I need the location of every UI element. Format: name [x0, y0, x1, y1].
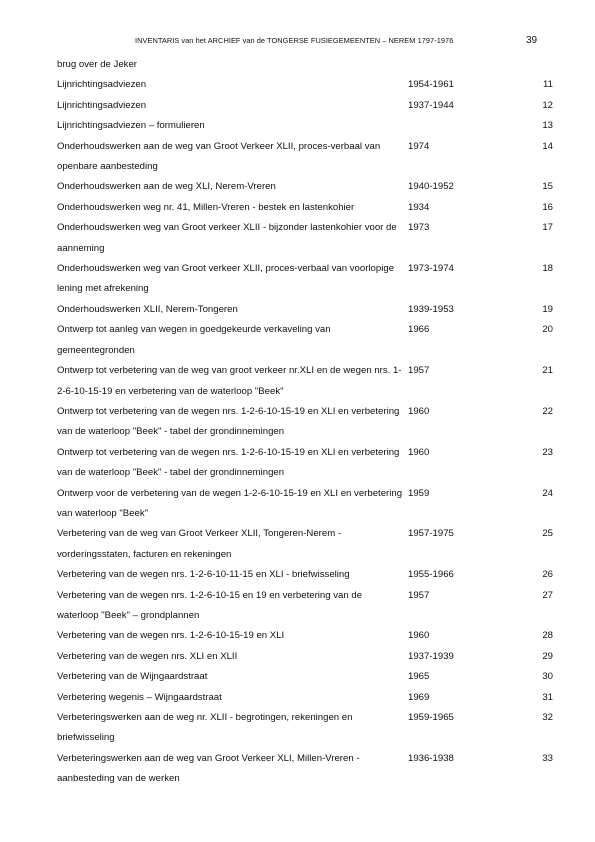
entry-date: 1957-1975: [408, 528, 454, 540]
entry-description: Onderhoudswerken weg van Groot verkeer XLII - bijzonder lastenkohier voor de aanneming: [57, 222, 397, 254]
entry-date: 1954-1961: [408, 79, 454, 91]
entry-number: 20: [542, 324, 553, 336]
entry-number: 29: [542, 650, 553, 662]
entry-number: 17: [542, 222, 553, 234]
entry-description: Onderhoudswerken aan de weg van Groot Verkeer XLII, proces-verbaal van openbare aanbesteding: [57, 140, 381, 173]
page-header: [0, 36, 595, 50]
entry-date: 1960: [408, 446, 430, 458]
entry-description: Verbetering van de wegen nrs. 1-2-6-10-11-15 en XLI - briefwisseling: [57, 569, 350, 581]
entry-date: 1937-1939: [408, 650, 454, 662]
entry-number: 25: [542, 528, 553, 540]
entry-date: 1939-1953: [408, 303, 454, 315]
inventory-entry: [57, 259, 553, 300]
inventory-entry: [57, 402, 553, 443]
entry-date: 1940-1952: [408, 181, 454, 193]
inventory-entry: [57, 647, 553, 667]
entry-description: Verbetering wegenis – Wijngaardstraat: [57, 691, 222, 703]
inventory-list: [57, 55, 553, 790]
inventory-entry: [57, 177, 553, 197]
entry-description: Lijnrichtingsadviezen: [57, 79, 147, 91]
entry-number: 18: [542, 263, 553, 275]
inventory-entry: [57, 300, 553, 320]
inventory-entry: [57, 484, 553, 525]
entry-number: 30: [542, 671, 553, 683]
inventory-entry: [57, 320, 553, 361]
entry-number: 12: [542, 99, 553, 111]
entry-description: Lijnrichtingsadviezen – formulieren: [57, 120, 205, 132]
inventory-entry: [57, 524, 553, 565]
entry-date: 1973-1974: [408, 263, 454, 275]
entry-description: Onderhoudswerken weg nr. 41, Millen-Vreren - bestek en lastenkohier: [57, 201, 355, 213]
inventory-entry: [57, 626, 553, 646]
inventory-entry: [57, 565, 553, 585]
inventory-entry: [57, 708, 553, 749]
inventory-entry: [57, 749, 553, 790]
entry-date: 1959-1965: [408, 712, 454, 723]
entry-date: 1936-1938: [408, 752, 454, 764]
entry-number: 11: [543, 79, 553, 91]
entry-number: 22: [542, 405, 553, 417]
entry-description: Verbetering van de weg van Groot Verkeer XLII, Tongeren-Nerem - vorderingsstaten, facturen en rekeningen: [57, 528, 342, 560]
entry-description: Onderhoudswerken aan de weg XLI, Nerem-Vreren: [57, 181, 276, 193]
inventory-entry: [57, 586, 553, 627]
entry-description: Verbetering van de wegen nrs. 1-2-6-10-15-19 en XLI: [57, 630, 285, 642]
inventory-entry: [57, 55, 553, 75]
entry-date: 1955-1966: [408, 569, 454, 581]
entry-number: 21: [542, 365, 553, 377]
inventory-entry: [57, 75, 553, 95]
entry-description: brug over de Jeker: [57, 59, 137, 70]
entry-date: 1957: [408, 365, 430, 377]
entry-number: 14: [542, 140, 553, 152]
entry-description: Ontwerp tot verbetering van de weg van groot verkeer nr.XLI en de wegen nrs. 1-2-6-10-15-19 en verbetering van de waterloop "Beek": [57, 365, 402, 397]
entry-number: 19: [542, 303, 553, 315]
entry-description: Verbetering van de wegen nrs. 1-2-6-10-15 en 19 en verbetering van de waterloop "Beek" – grondplannen: [57, 589, 363, 621]
inventory-entry: [57, 218, 553, 259]
entry-description: Onderhoudswerken weg van Groot verkeer XLII, proces-verbaal van voorlopige lening met afrekening: [57, 263, 395, 295]
entry-number: 13: [542, 120, 553, 132]
entry-date: 1960: [408, 405, 430, 417]
entry-date: 1957: [408, 589, 430, 601]
entry-description: Lijnrichtingsadviezen: [57, 99, 147, 111]
entry-date: 1934: [408, 201, 430, 213]
entry-description: Verbeteringswerken aan de weg nr. XLII - begrotingen, rekeningen en briefwisseling: [57, 712, 353, 744]
entry-date: 1966: [408, 324, 430, 336]
inventory-entry: [57, 688, 553, 708]
entry-date: 1974: [408, 140, 430, 152]
entry-number: 28: [542, 630, 553, 642]
entry-description: Verbetering van de Wijngaardstraat: [57, 671, 208, 683]
inventory-entry: [57, 96, 553, 116]
entry-description: Ontwerp tot verbetering van de wegen nrs. 1-2-6-10-15-19 en XLI en verbetering van de waterloop "Beek" - tabel der grondinnemingen: [57, 446, 400, 479]
entry-number: 15: [542, 181, 553, 193]
entry-date: 1959: [408, 487, 430, 499]
entry-number: 26: [542, 569, 553, 581]
entry-description: Verbetering van de wegen nrs. XLI en XLII: [57, 650, 238, 662]
entry-date: 1937-1944: [408, 99, 454, 111]
entry-date: 1960: [408, 630, 430, 642]
entry-number: 31: [542, 691, 553, 703]
entry-number: 32: [542, 712, 553, 723]
entry-number: 16: [542, 201, 553, 213]
entry-description: Onderhoudswerken XLII, Nerem-Tongeren: [57, 303, 238, 315]
header-title: INVENTARIS van het ARCHIEF van de TONGERSE FUSIEGEMEENTEN – NEREM 1797-1976: [135, 36, 454, 45]
entry-date: 1969: [408, 691, 430, 703]
inventory-entry: [57, 443, 553, 484]
entry-description: Verbeteringswerken aan de weg van Groot Verkeer XLI, Millen-Vreren - aanbesteding van de werken: [57, 752, 360, 785]
inventory-entry: [57, 198, 553, 218]
entry-date: 1973: [408, 222, 430, 234]
entry-description: Ontwerp tot verbetering van de wegen nrs. 1-2-6-10-15-19 en XLI en verbetering van de waterloop "Beek" - tabel der grondinnemingen: [57, 405, 400, 438]
entry-number: 23: [542, 446, 553, 458]
entry-number: 24: [542, 487, 553, 499]
entry-number: 27: [542, 589, 553, 601]
inventory-entry: [57, 361, 553, 402]
entry-date: 1965: [408, 671, 430, 683]
entry-number: 33: [542, 752, 553, 764]
entry-description: Ontwerp voor de verbetering van de wegen 1-2-6-10-15-19 en XLI en verbetering van waterloop "Beek": [57, 487, 403, 519]
inventory-entry: [57, 116, 553, 136]
inventory-entry: [57, 667, 553, 687]
page-number: 39: [526, 35, 538, 46]
inventory-entry: [57, 137, 553, 178]
entry-description: Ontwerp tot aanleg van wegen in goedgekeurde verkaveling van gemeentegronden: [57, 324, 331, 356]
